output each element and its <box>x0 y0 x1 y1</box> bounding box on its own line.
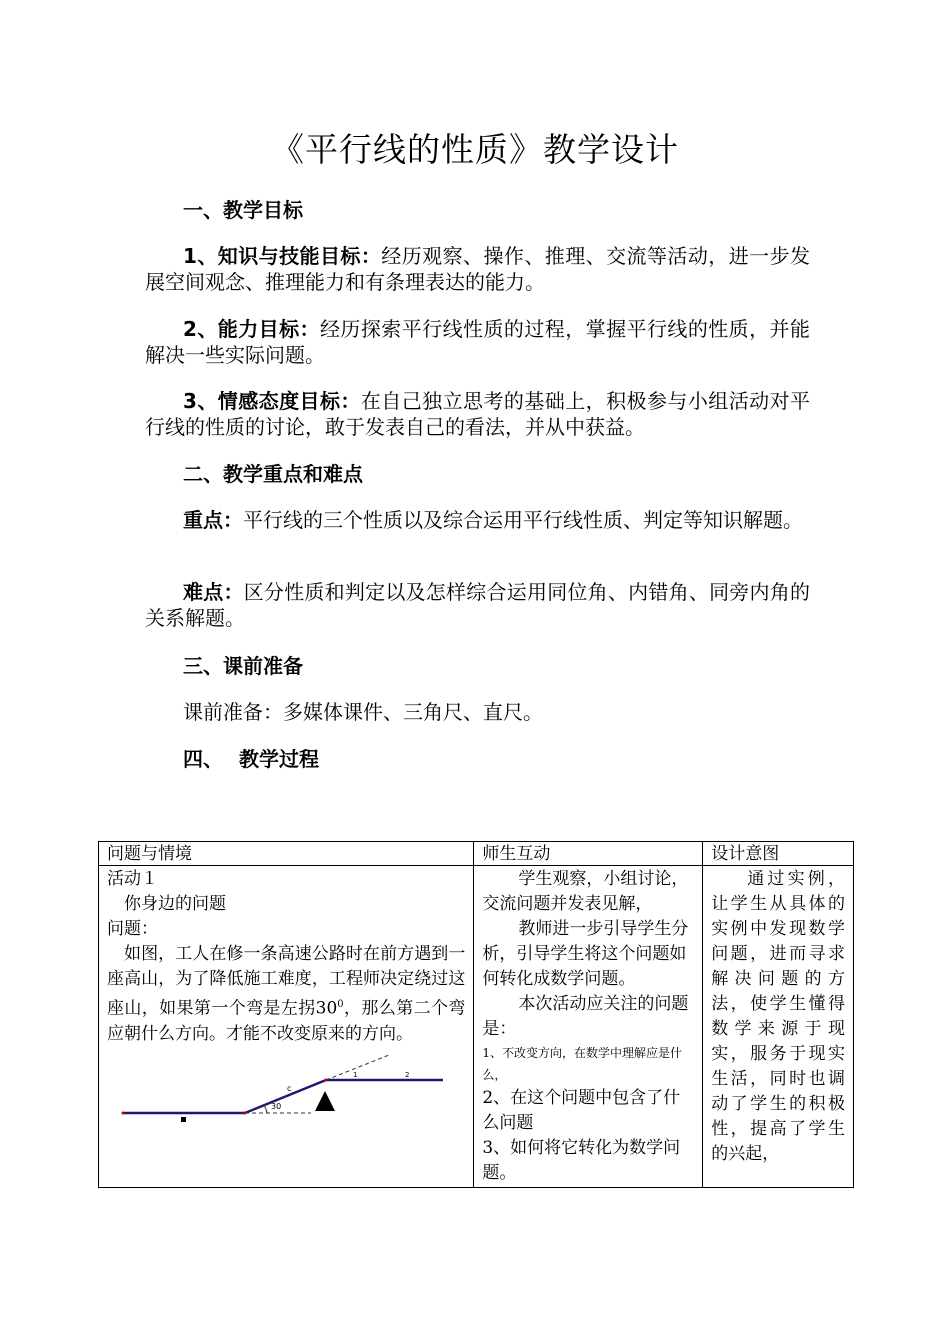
key-point-label: 重点： <box>183 508 243 532</box>
header-design-intent: 设计意图 <box>703 842 854 866</box>
section-heading-key-points: 二、教学重点和难点 <box>183 462 363 486</box>
header-teacher-student: 师生互动 <box>474 842 703 866</box>
table-header-row <box>99 842 854 866</box>
road-segment-c <box>245 1080 326 1113</box>
angle-label: 30 <box>271 1101 282 1111</box>
document-title: 《平行线的性质》教学设计 <box>271 130 679 169</box>
difficulty-point-label: 难点： <box>183 580 244 604</box>
key-point <box>145 507 810 533</box>
key-point-text: 平行线的三个性质以及综合运用平行线性质、判定等知识解题。 <box>243 508 803 532</box>
goal-attitude-label: 3、情感态度目标： <box>183 389 361 413</box>
interaction-q3: 3、如何将它转化为数学问题。 <box>482 1138 681 1183</box>
difficulty-point <box>145 579 810 631</box>
interaction-q1: 1、不改变方向，在数学中理解应是什么， <box>482 1046 682 1082</box>
section-heading-preparation: 三、课前准备 <box>183 654 303 678</box>
goal-ability-label: 2、能力目标： <box>183 317 320 341</box>
point-bend-1 <box>244 1111 247 1114</box>
label-1: 1 <box>353 1070 358 1079</box>
goal-knowledge <box>145 243 810 295</box>
interaction-q2: 2、在这个问题中包含了什么问题 <box>482 1088 681 1133</box>
table-row <box>99 866 854 1188</box>
goal-attitude <box>145 388 810 440</box>
preparation-text: 课前准备：多媒体课件、三角尺、直尺。 <box>183 700 543 724</box>
degree-sup: 0 <box>337 999 344 1010</box>
activity-title: 活动１ <box>107 869 158 889</box>
extension-line <box>326 1055 389 1080</box>
cell-teacher-student <box>474 866 703 1188</box>
difficulty-point-text: 区分性质和判定以及怎样综合运用同位角、内错角、同旁内角的关系解题。 <box>145 580 811 630</box>
label-2: 2 <box>405 1070 410 1079</box>
question-text-a: 如图，工人在修一条高速公路时在前方遇到一座高山，为了降低施工难度，工程师决定绕过这座山，如果第一个弯是左拐30 <box>107 944 466 1019</box>
activity-subtitle: 你身边的问题 <box>124 894 226 914</box>
question-label: 问题： <box>107 919 158 939</box>
teaching-process-table <box>98 841 854 1188</box>
section-number-process: 四、 <box>183 747 223 771</box>
interaction-p3: 本次活动应关注的问题是： <box>482 994 689 1039</box>
cell-problem-situation <box>99 866 474 1188</box>
goal-ability-text: 经历探索平行线性质的过程，掌握平行线的性质，并能解决一些实际问题。 <box>145 317 810 367</box>
road-diagram <box>111 1055 443 1127</box>
goal-attitude-text: 在自己独立思考的基础上，积极参与小组活动对平行线的性质的讨论，敢于发表自己的看法，并从中获益。 <box>145 389 810 439</box>
interaction-p1: 学生观察，小组讨论，交流问题并发表见解， <box>482 869 689 914</box>
goal-ability <box>145 316 810 368</box>
header-problem-situation: 问题与情境 <box>99 842 474 866</box>
mountain-icon <box>315 1091 335 1111</box>
label-c: c <box>287 1083 292 1093</box>
question-text-b: ，那么第二个弯应朝什么方向。才能不改变原来的方向。 <box>107 998 466 1044</box>
point-bend-2 <box>325 1078 328 1081</box>
label-a-marker <box>181 1117 186 1122</box>
goal-knowledge-label: 1、知识与技能目标： <box>183 244 382 268</box>
angle-arc <box>264 1105 267 1113</box>
question-text <box>107 942 465 1047</box>
section-heading-process: 教学过程 <box>239 747 319 771</box>
design-intent-text: 通过实例，让学生从具体的实例中发现数学问题，进而寻求解决问题的方法，使学生懂得数学来源于现实，服务于现实生活，同时也调动了学生的积极性，提高了学生的兴起， <box>711 869 845 1164</box>
section-heading-objectives: 一、教学目标 <box>183 198 303 222</box>
interaction-p2: 教师进一步引导学生分析，引导学生将这个问题如何转化成数学问题。 <box>482 919 689 989</box>
goal-knowledge-text: 经历观察、操作、推理、交流等活动，进一步发展空间观念、推理能力和有条理表达的能力。 <box>145 244 810 294</box>
cell-design-intent <box>703 866 854 1188</box>
point-start <box>122 1111 125 1114</box>
